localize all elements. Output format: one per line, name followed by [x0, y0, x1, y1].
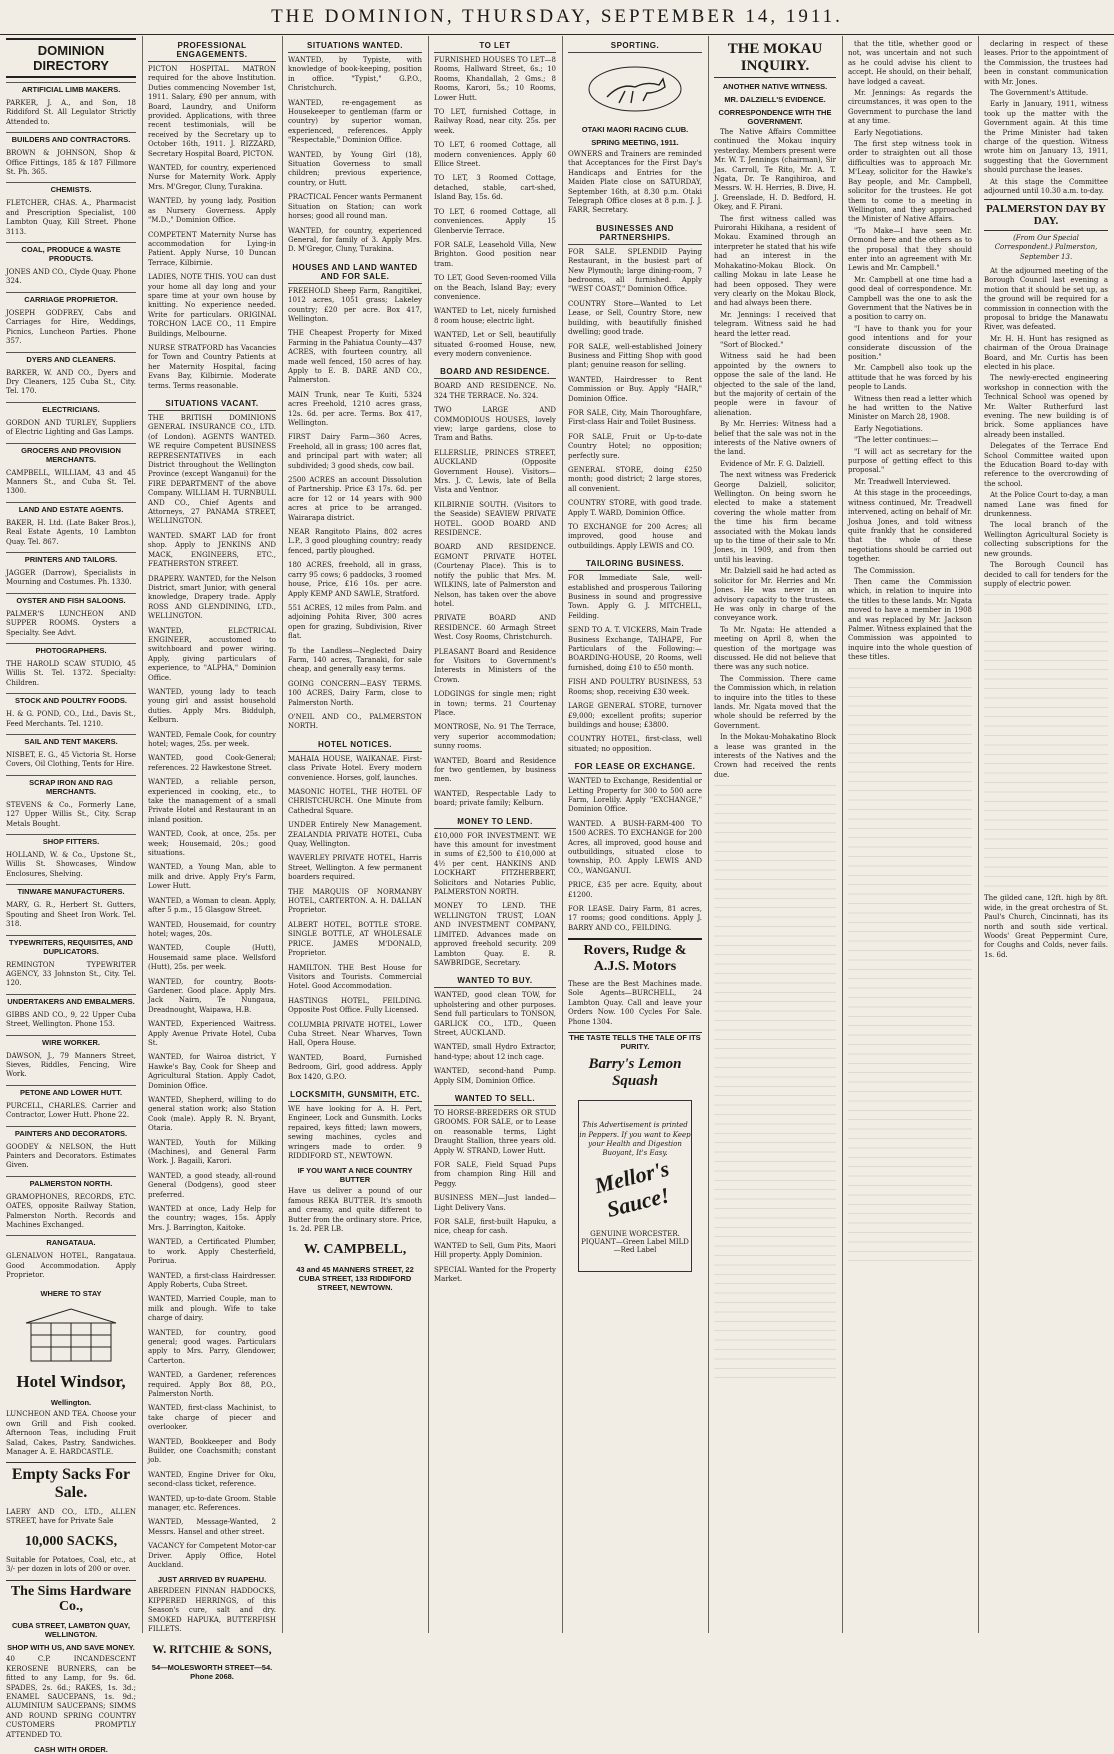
- directory-entry: BARKER, W. AND CO., Dyers and Dry Cleaners, 125 Cuba St., City. Tel. 170.: [6, 368, 136, 396]
- sacks-count: 10,000 SACKS,: [24, 1534, 118, 1550]
- where-to-stay-heading: WHERE TO STAY: [40, 1288, 102, 1298]
- article-subhead-2: MR. DALZIELL'S EVIDENCE.: [724, 95, 826, 104]
- classified-ad: FOR SALE, Field Squad Pups from champion Ring Hill and Peggy.: [434, 1161, 556, 1188]
- classified-ad: THE MARQUIS OF NORMANBY HOTEL, CARTERTON. A. H. DALLAN Proprietor.: [288, 887, 422, 915]
- directory-category: TYPEWRITERS, REQUISITES, AND DUPLICATORS.: [6, 935, 136, 958]
- directory-category: PETONE AND LOWER HUTT.: [6, 1085, 136, 1099]
- classified-ad: WANTED. SMART LAD for front shop. Apply to JENKINS AND MACK, ENGINEERS, ETC., FEATHERSTON STREET.: [148, 531, 276, 569]
- classified-ad: TO LET, 6 roomed Cottage, all modern conveniences. Apply 60 Ellice Street.: [434, 141, 556, 169]
- empty-sacks-title: Empty Sacks For Sale.: [6, 1462, 136, 1504]
- article-text-continuation: [714, 782, 836, 1382]
- wanted-to-buy-heading: WANTED TO BUY.: [434, 973, 556, 988]
- wanted-to-sell-ads: [434, 1109, 556, 1285]
- classified-ad: FOR SALE, Fruit or Up-to-date Country Hotel; no opposition; perfectly sure.: [568, 432, 702, 460]
- taste-slogan: THE TASTE TELLS THE TALE OF ITS PURITY.: [569, 1033, 701, 1052]
- directory-category: CHEMISTS.: [6, 182, 136, 196]
- classified-ad: WANTED, Message-Wanted, 2 Messrs. Hansel and other street.: [148, 1518, 276, 1536]
- classified-ad: 551 ACRES, 12 miles from Palm. and adjoining Pohita River, 300 acres open for grazing, Subdivision, River flat.: [288, 603, 422, 641]
- wanted-to-sell-heading: WANTED TO SELL.: [434, 1091, 556, 1106]
- article-subhead-3: CORRESPONDENCE WITH THE GOVERNMENT.: [718, 108, 832, 126]
- classified-ad: WAVERLEY PRIVATE HOTEL, Harris Street, Wellington. A few permanent boarders required.: [288, 854, 422, 882]
- classified-ad: SPECIAL Wanted for the Property Market.: [434, 1265, 556, 1284]
- classified-ad: GENERAL STORE, doing £250 month; good district; 2 large stores, all convenient.: [568, 465, 702, 493]
- butter-ad-text: Have us deliver a pound of our famous REKA BUTTER. It's smooth and creamy, and quite different to Butter from the ordinary store. Price, 1s. 2d. PER LB.: [288, 1187, 422, 1234]
- directory-category: ELECTRICIANS.: [6, 402, 136, 416]
- hotel-windsor-title: Hotel Windsor,: [16, 1371, 126, 1391]
- directory-category: WIRE WORKER.: [6, 1035, 136, 1049]
- article-paragraph: "The letter continues:—: [854, 436, 939, 445]
- article-paragraph: The Borough Council has decided to call for tenders for the supply of electric power.: [984, 561, 1108, 588]
- article-paragraph: "To Make—I have seen Mr. Ormond here and the others as to the proposal that they should enter into an agreement with Mr. Lewis and Mr. Campbell.": [848, 226, 972, 273]
- fish-ad-heading: JUST ARRIVED BY RUAPEHU.: [157, 1575, 267, 1585]
- classified-ad: UNDER Entirely New Management. ZEALANDIA PRIVATE HOTEL, Cuba Quay, Wellington.: [288, 821, 422, 849]
- sims-slogan: SHOP WITH US, AND SAVE MONEY.: [7, 1643, 135, 1653]
- article-paragraph: The Commission. There came the Commission which, in relation to inquire into the titles to these lands. Mr. Ngata moved that the whole should be referred by the Government.: [714, 674, 836, 730]
- article-paragraph: declaring in respect of these leases. Prior to the appointment of the Commission, the trustees had been in constant communication with Mr. Jones.: [984, 40, 1108, 86]
- classified-ad: PRICE, £35 per acre. Equity, about £1200.: [568, 881, 702, 899]
- classified-ad: TO EXCHANGE for 200 Acres; all improved, good house and outbuildings. Apply LEWIS and CO.: [568, 523, 702, 550]
- article-headline: THE MOKAU INQUIRY.: [714, 38, 836, 78]
- houses-land-ads: [288, 287, 422, 732]
- classified-ad: ELLERSLIE, PRINCES STREET, AUCKLAND (Opposite Government House). Visitors—Mrs. J. C. Lewis, late of Bella Vista and Ventnor.: [434, 448, 556, 495]
- windsor-hotel-illustration: [6, 1304, 136, 1364]
- article-paragraph: The Government's Attitude.: [990, 89, 1089, 98]
- directory-entry: JAGGER (Darrow), Specialists in Mourning and Costumes. Ph. 1330.: [6, 568, 136, 587]
- classified-ad: BOARD AND RESIDENCE. No. 324 THE TERRACE. No. 324.: [434, 382, 556, 400]
- sporting-ads: [568, 150, 702, 216]
- board-residence-heading: BOARD AND RESIDENCE.: [434, 364, 556, 379]
- classified-ad: MAHAIA HOUSE, WAIKANAE. First-class Private Hotel. Every modern convenience. Horses, golf, launches.: [288, 754, 422, 782]
- directory-category: SCRAP IRON AND RAG MERCHANTS.: [6, 775, 136, 798]
- classified-ad: WANTED, Experienced Waitress. Apply Avenue Private Hotel, Cuba St.: [148, 1020, 276, 1047]
- classified-ad: WANTED, Respectable Lady to board; private family; Kelburn.: [434, 789, 556, 808]
- directory-category: PALMERSTON NORTH.: [6, 1176, 136, 1190]
- article-body: [714, 128, 836, 780]
- classified-ad: WANTED, ELECTRICAL ENGINEER, accustomed to switchboard and power wiring. Apply, giving particulars of experience, to "ALPHA," Dominion Office.: [148, 626, 276, 682]
- lease-exchange-ads: [568, 777, 702, 933]
- professional-engagements-heading: PROFESSIONAL ENGAGEMENTS.: [148, 38, 276, 62]
- classified-ad: FIRST Dairy Farm—360 Acres, Freehold, all in grass; 100 acres flat, and principal part with water; all subdivided; 3 good sheds, cow bail.: [288, 433, 422, 470]
- article-paragraph: Mr. Campbell at one time had a good deal of correspondence. Mr. Campbell was the one to ask the Government that the Natives be in a position to carry on.: [848, 275, 972, 322]
- classified-ad: WANTED, Board and Residence for two gentlemen, by business men.: [434, 756, 556, 784]
- classified-ad: WANTED, for country, experienced Nurse for Maternity Work. Apply Mrs. M'Gregor, Cluny, Turakina.: [148, 164, 276, 191]
- hotel-windsor-text: LUNCHEON AND TEA. Choose your own Grill and Fish cooked. Afternoon Teas, including Fruit Salad, Cakes, Pastry, Sandwiches. Manager A. E. HARDCASTLE.: [6, 1410, 136, 1456]
- directory-entry: MARY, G. R., Herbert St. Gutters, Spouting and Sheet Iron Work. Tel. 318.: [6, 901, 136, 929]
- directory-entry: DAWSON, J., 79 Manners Street, Sieves, Riddles, Fencing, Wire Work.: [6, 1051, 136, 1079]
- classified-ad: WANTED, Housemaid, for country hotel; wages, 20s.: [148, 920, 276, 938]
- article-paragraph: The first step witness took in order to straighten out all those difficulties was to approach Mr. M'Leay, solicitor for the Hawke's Bay people, and Mr. Campbell, solicitor for the trustees. He got them to come to a meeting in Wellington, and they approached the Minister of Native Affairs.: [848, 140, 972, 224]
- directory-entry: JOSEPH GODFREY, Cabs and Carriages for Hire, Weddings, Picnics, Luncheon Parties. Phone 357.: [6, 308, 136, 346]
- businesses-heading: BUSINESSES AND PARTNERSHIPS.: [568, 221, 702, 245]
- palmerston-body: [984, 267, 1108, 589]
- classified-ad: WANTED, a Certificated Plumber, to work. Apply Chesterfield, Porirua.: [148, 1238, 276, 1266]
- fish-ad-address: 54—MOLESWORTH STREET—54. Phone 2068.: [151, 1662, 273, 1681]
- classified-ad: COUNTRY Store—Wanted to Let Lease, or Sell, Country Store, new building, with beautifully finished dwelling; good trade.: [568, 299, 702, 337]
- palmerston-heading: PALMERSTON DAY BY DAY.: [984, 199, 1108, 231]
- classified-ad: BUSINESS MEN—Just landed—Light Delivery Vans.: [434, 1194, 556, 1212]
- article-paragraph: Mr. H. H. Hunt has resigned as chairman of the Oroua Drainage Board, and Mr. Curtis has been elected in his place.: [984, 334, 1108, 371]
- to-let-ads: [434, 56, 556, 359]
- classified-ad: TO LET, furnished Cottage, in Railway Road, near city. 25s. per week.: [434, 108, 556, 135]
- article-paragraph: "I will act as secretary for the purpose of getting effect to this proposal.": [848, 447, 972, 475]
- directory-category: SAIL AND TENT MAKERS.: [6, 734, 136, 748]
- column-mokau-inquiry: [708, 38, 842, 1631]
- directory-entry: HOLLAND, W. & Co., Upstone St., Willis St. Showcases, Window Enclosures, Shelving.: [6, 851, 136, 878]
- classified-ad: COMPETENT Maternity Nurse has accommodation for Lying-in Patient. Apply Nurse, 10 Duncan Terrace, Kilbirnie.: [148, 230, 276, 267]
- hotel-notices-heading: HOTEL NOTICES.: [288, 737, 422, 752]
- directory-category: SHOP FITTERS.: [6, 834, 136, 848]
- classified-ad: THE Cheapest Property for Mixed Farming in the Pahiatua County—437 ACRES, with fourteen country, all made well fenced, 150 acres of hay. Apply to E. B. DARE AND CO., Palmerston.: [288, 329, 422, 385]
- classified-ad: LARGE GENERAL STORE, turnover £9,000; excellent profits; superior buildings and house; £3800.: [568, 702, 702, 729]
- racehorse-icon: [585, 63, 685, 115]
- houses-land-heading: HOUSES AND LAND WANTED AND FOR SALE.: [288, 260, 422, 284]
- empty-sacks-text: LAERY AND CO., LTD., ALLEN STREET, have for Private Sale: [6, 1507, 136, 1525]
- article-paragraph: Witness then read a letter which he had written to the Native Minister on March 28, 1908.: [848, 394, 972, 422]
- situations-wanted-ads: [288, 56, 422, 255]
- classified-ad: SEND TO A. T. VICKERS, Main Trade Business Exchange, TAIHAPE, For Particulars of the Following:— BOARDING-HOUSE, 20 Rooms, well furnished, doing £10 to £50 month.: [568, 626, 702, 672]
- classified-ad: GOING CONCERN—EASY TERMS. 100 ACRES, Dairy Farm, close to Palmerston North.: [288, 679, 422, 707]
- classified-ad: WANTED, for Wairoa district, Y Hawke's Bay, Cook for Sheep and Agricultural Station. Apply Cadot, Dominion Office.: [148, 1053, 276, 1090]
- article-paragraph: To Mr. Ngata: He attended a meeting on April 8, when the question of the mortgage was discussed. He did not believe that there was any such notice.: [714, 625, 836, 672]
- hotel-building-icon: [16, 1305, 126, 1363]
- professional-ads: [148, 65, 276, 391]
- directory-entry: FLETCHER, CHAS. A., Pharmacist and Prescription Specialist, 100 Lambton Quay, Kill Street. Phone 3113.: [6, 199, 136, 236]
- classified-ad: To the Landless—Neglected Dairy Farm, 140 acres, Taranaki, for sale cheap, and generally easy terms.: [288, 646, 422, 674]
- classified-ad: HASTINGS HOTEL, FEILDING. Opposite Post Office. Fully Licensed.: [288, 996, 422, 1015]
- masthead: [0, 0, 1114, 35]
- classified-ad: LADIES, NOTE THIS. YOU can dust your home all day long and your spare time at your own house by knitting. No experience needed. Write for particulars. ORIGINAL TORCHON LACE CO., 11 Empire Buildings, Melbourne.: [148, 273, 276, 338]
- classified-ad: MONTROSE, No. 91 The Terrace, very superior accommodation; sunny rooms.: [434, 723, 556, 751]
- classified-ad: WANTED, Let or Sell, beautifully situated 6-roomed House, new, every modern convenience.: [434, 331, 556, 358]
- motors-text: These are the Best Machines made. Sole Agents—BURCHELL, 24 Lambton Quay. Call and leave your Orders Now. 100 Cycles For Sale. Phone 1304.: [568, 980, 702, 1026]
- directory-title: DOMINION DIRECTORY: [6, 38, 136, 78]
- lease-exchange-heading: FOR LEASE OR EXCHANGE.: [568, 759, 702, 774]
- classified-ad: WANTED, Female Cook, for country hotel; wages, 25s. per week.: [148, 730, 276, 748]
- article-paragraph: Witness said he had been appointed by the owners to oppose the sale of the land. He objected to the sale of the land, but the majority of certain of the people were in favour of alienation.: [714, 352, 836, 417]
- classified-ad: HAMILTON. THE Best House for Visitors and Tourists. Commercial Hotel. Good Accommodation.: [288, 963, 422, 991]
- directory-category: GROCERS AND PROVISION MERCHANTS.: [6, 443, 136, 466]
- classified-ad: WANTED, a reliable person, experienced in cooking, etc., to take the management of a small Private Hotel and Restaurant in an inland position.: [148, 778, 276, 824]
- classified-ad: ALBERT HOTEL, BOTTLE STORE. SINGLE BOTTLE, AT WHOLESALE PRICE. JAMES M'DONALD, Proprietor.: [288, 920, 422, 958]
- classified-ad: WANTED, re-engagement as Housekeeper to gentleman (farm or country) by superior woman, experienced, references. Apply "Respectable," Dominion Office.: [288, 98, 422, 145]
- board-residence-ads: [434, 382, 556, 808]
- classified-ad: WANTED to Sell, Gum Pits, Maori Hill property. Apply Dominion.: [434, 1241, 556, 1260]
- article-body-continued: [848, 40, 972, 663]
- article-paragraph: At the adjourned meeting of the Borough Council last evening a motion that it should be set up, as the ground will be required for a commission in connection with the proposal to bridge the Manawatu River, was defeated.: [984, 266, 1108, 332]
- classified-ad: NEAR Rangitoto Plains, 802 acres L.P., 3 good ploughing country; ready fenced, partly ploughed.: [288, 528, 422, 555]
- article-paragraph: The local branch of the Wellington Agricultural Society is collecting subscriptions for the new grounds.: [984, 521, 1108, 558]
- locksmith-heading: LOCKSMITH, GUNSMITH, ETC.: [288, 1087, 422, 1102]
- article-paragraph: Early Negotiations.: [854, 128, 923, 137]
- directory-entry: GIBBS AND CO., 9, 22 Upper Cuba Street, Wellington. Phone 153.: [6, 1010, 136, 1029]
- situations-vacant-heading: SITUATIONS VACANT.: [148, 396, 276, 411]
- directory-category: BUILDERS AND CONTRACTORS.: [6, 132, 136, 146]
- classified-ad: OWNERS and Trainers are reminded that Acceptances for the First Day's Handicaps and Entries for the Maiden Plate close on SATURDAY, September 16th, at 8.30 p.m. Otaki Telegraph Office closes at 8 p.m. J. J. FARR, Secretary.: [568, 150, 702, 215]
- article-paragraph: At this stage in the proceedings, witness continued, Mr. Treadwell intervened, acting on behalf of Mr. Joshua Jones, and told witness quite frankly that he considered that the whole of these negotiations should be carried out together.: [848, 489, 972, 564]
- article-paragraph: The next witness was Frederick George Dalziell, solicitor, Wellington. On being sworn he elected to make a statement covering the whole matter from the time his firm became associated with the Mokau lands up to the time of their sale to Mr. Jones, in 1909, and from then until his leaving.: [714, 471, 836, 564]
- article-paragraph: Evidence of Mr. F. G. Dalziell.: [720, 459, 825, 468]
- classified-ad: COUNTRY HOTEL, first-class, well situated; no opposition.: [568, 735, 702, 753]
- column-to-let: [428, 38, 562, 1631]
- classified-ad: WANTED, a Woman to clean. Apply, after 5 p.m., 15 Glasgow Street.: [148, 896, 276, 915]
- article-paragraph: Mr. Treadwell Interviewed.: [854, 477, 951, 486]
- classified-ad: MONEY TO LEND. THE WELLINGTON TRUST, LOAN AND INVESTMENT COMPANY, LIMITED. Advances made on approved freehold security. 209 Lambton Quay. E. R. SAWBRIDGE, Secretary.: [434, 902, 556, 967]
- masthead-title: THE DOMINION, THURSDAY, SEPTEMBER 14, 1911.: [271, 6, 843, 27]
- classified-ad: TO HORSE-BREEDERS OR STUD GROOMS. FOR SALE, or to Lease on reasonable terms, Light Draught Stallion, three years old. Apply W. STRAND, Lower Hutt.: [434, 1108, 556, 1155]
- classified-ad: WANTED to Let, nicely furnished 8 room house; electric light.: [434, 307, 556, 325]
- directory-category: CARRIAGE PROPRIETOR.: [6, 292, 136, 306]
- racehorse-emblem-illustration: [568, 59, 702, 119]
- classified-ad: TO LET, 3 Roomed Cottage, detached, stable, cart-shed, Island Bay, 15s. 6d.: [434, 174, 556, 202]
- classified-ad: FOR LEASE. Dairy Farm, 81 acres, 17 rooms; good conditions. Apply J. BARRY AND CO., FEILDING.: [568, 905, 702, 932]
- directory-entry: GOODEY & NELSON, the Hutt Painters and Decorators. Estimates Given.: [6, 1142, 136, 1170]
- fish-ad-firm: W. RITCHIE & SONS,: [152, 1641, 272, 1656]
- classified-ad: WANTED, by Typiste, with knowledge of book-keeping, position in office. "Typist," G.P.O., Christchurch.: [288, 56, 422, 93]
- classified-ad: FOR SALE, well-established Joinery Business and Fitting Shop with good plant; genuine reason for selling.: [568, 342, 702, 370]
- classified-ad: WANTED, a Gardener, references required. Apply Box 88, P.O., Palmerston North.: [148, 1371, 276, 1398]
- article-paragraph: Early in January, 1911, witness took up the matter with the Government again. At this time the Prime Minister had taken charge of the question. Witness wrote him on January 13, 1911, suggesting that the Government should purchase the leases.: [984, 100, 1108, 175]
- classified-ad: WANTED, Bookkeeper and Body Builder, one Coachsmith; constant job.: [148, 1437, 276, 1465]
- classified-ad: WANTED, first-class Machinist, to take charge of piecer and overlooker.: [148, 1404, 276, 1432]
- directory-entry: PALMER'S LUNCHEON AND SUPPER ROOMS. Oysters a Specialty. See Advt.: [6, 609, 136, 637]
- classified-ad: FREEHOLD Sheep Farm, Rangitikei, 1012 acres, 1051 grass; Lakeley country; £20 per acre. Box 417, Wellington.: [288, 286, 422, 323]
- directory-entry: GORDON AND TURLEY, Suppliers of Electric Lighting and Gas Lamps.: [6, 418, 136, 437]
- classified-ad: WANTED, a Young Man, able to milk and drive. Apply Fry's Farm, Lower Hutt.: [148, 863, 276, 891]
- column-directory: [0, 38, 142, 1754]
- classified-ad: WANTED, Married Couple, man to milk and plough. Wife to take charge of dairy.: [148, 1295, 276, 1323]
- classified-ad: MAIN Trunk, near Te Kuiti, 5324 acres Freehold, 1210 acres grass, 12s. 6d. per acre. Terms. Box 417, Wellington.: [288, 390, 422, 427]
- article-paragraph: "I have to thank you for your good intentions and for your considerate discussion of the position.": [848, 324, 972, 361]
- directory-entry: GRAMOPHONES, RECORDS, ETC. OATES, opposite Railway Station, Palmerston North. Records and Machines Exchanged.: [6, 1192, 136, 1229]
- directory-category: ARTIFICIAL LIMB MAKERS.: [6, 82, 136, 96]
- article-paragraph: In the Mokau-Mohakatino Block a lease was granted in the interests of the Natives and the Crown had received the rents due.: [714, 733, 836, 779]
- tailoring-ads: [568, 574, 702, 754]
- classified-ad: 2500 ACRES an account Dissolution of Partnership. Price £3 17s. 6d. per acre for 12 or 14 years with 900 acres at price to be arranged. Wairarapa district.: [288, 476, 422, 522]
- article-conclusion: [984, 40, 1108, 197]
- classified-ad: LODGINGS for single men; right in town; terms. 21 Courtenay Place.: [434, 690, 556, 717]
- classified-ad: WANTED, small Hydro Extractor, hand-type; about 12 inch cage.: [434, 1043, 556, 1061]
- classified-ad: THE BRITISH DOMINIONS GENERAL INSURANCE CO., LTD. (of London). AGENTS WANTED. WE require Competent BUSINESS REPRESENTATIVES in each District throughout the Wellington Province (except Wanganui) for the FIRE DEPARTMENT of the above Company. WILLIAM H. TURNBULL AND CO., Chief Agents and Attorneys, 27 PANAMA STREET, WELLINGTON.: [148, 414, 276, 526]
- classified-ad: WANTED, Youth for Milking (Machines), and General Farm Work. J. Bagaili, Karori.: [148, 1138, 276, 1166]
- column-palmerston: [978, 38, 1114, 1631]
- classified-ad: TO LET, Good Seven-roomed Villa on the Beach, Island Bay; every convenience.: [434, 274, 556, 301]
- article-paragraph: The Commission.: [854, 566, 916, 575]
- classified-ad: TWO LARGE AND COMMODIOUS HOUSES, lovely view; large gardens, close to Tram and Baths.: [434, 406, 556, 443]
- classified-ad: WANTED, for country, Boots-Gardener. Good place. Apply Mrs. Jack Nairn, Te Nungaua, Dreadnought, Waipawa, H.B.: [148, 977, 276, 1014]
- article-paragraph: Mr. Campbell also took up the attitude that he was forced by his people to Lands.: [848, 364, 972, 392]
- situations-wanted-heading: SITUATIONS WANTED.: [288, 38, 422, 53]
- classified-ad: MASONIC HOTEL, THE HOTEL OF CHRISTCHURCH. One Minute from Cathedral Square.: [288, 788, 422, 815]
- directory-category: UNDERTAKERS AND EMBALMERS.: [6, 994, 136, 1008]
- wanted-to-buy-ads: [434, 991, 556, 1086]
- classified-ad: WANTED, Engine Driver for Oku, second-class ticket, reference.: [148, 1470, 276, 1489]
- classified-ad: PRIVATE BOARD AND RESIDENCE. 60 Armagh Street West. Cosy Rooms, Christchurch.: [434, 614, 556, 642]
- classified-ad: WANTED at once, Lady Help for the country; wages, 15s. Apply Mrs. J. Barrington, Kaitoke.: [148, 1205, 276, 1232]
- directory-entry: PURCELL, CHARLES. Carrier and Contractor, Lower Hutt. Phone 22.: [6, 1101, 136, 1120]
- article-paragraph: The Native Affairs Committee continued the Mokau inquiry yesterday. Members present were Mr. W. T. Jennings (chairman), Sir Jas. Carroll, Te Rito, Mr. A. T. Ngata, Dr. Te Rangihiroa, and Messrs. W. H. Herries, B. Dive, H. J. Greenslade, H. D. Bedford, H. Okey, and F. Pirani.: [714, 128, 836, 212]
- classified-ad: FOR SALE, City, Main Thoroughfare, First-class Hair and Toilet Business.: [568, 408, 702, 427]
- sims-text: 40 C.P. INCANDESCENT KEROSENE BURNERS, can be fitted to any Lamp, for 9s. 6d. SPADES, 2s. 6d.; RAKES, 1s. 3d.; ENAMEL SAUCEPANS, 1s. 9d.; ALUMINIUM SAUCEPANS; SIMMS AND ROUND SPRING COUNTRY CUSTOMERS PROMPTLY ATTENDED TO.: [6, 1655, 136, 1739]
- classified-ad: WANTED, a good steady, all-round General (Dodgens), good steer preferred.: [148, 1171, 276, 1199]
- article-paragraph: Early Negotiations.: [854, 424, 923, 433]
- sims-footer: CASH WITH ORDER.: [34, 1744, 108, 1754]
- directory-category: OYSTER AND FISH SALOONS.: [6, 593, 136, 607]
- article-paragraph: The newly-erected engineering workshop in connection with the Technical School was opened by Mr. Walter Rutherfurd last evening. The new building is of brick. Some appliances have already been installed.: [984, 374, 1108, 439]
- classified-ad: FOR Immediate Sale, well-established and prosperous Tailoring Business in sound and progressive Town. Apply G. J. MITCHELL, Feilding.: [568, 574, 702, 620]
- butter-ad-heading: IF YOU WANT A NICE COUNTRY BUTTER: [297, 1166, 413, 1185]
- directory-category: LAND AND ESTATE AGENTS.: [6, 502, 136, 516]
- article-paragraph: By Mr. Herries: Witness had a belief that the sale was not in the interests of the Native owners of the land.: [714, 420, 836, 457]
- situations-vacant-ads: [148, 414, 276, 1570]
- article-paragraph: that the title, whether good or not, was uncertain and not such as he could advise his client to accept. He should, on their behalf, have lodged a caveat.: [848, 40, 972, 86]
- mellor-sub: GENUINE WORCESTER. PIQUANT—Green Label MILD—Red Label: [581, 1229, 689, 1254]
- sporting-heading: SPORTING.: [568, 38, 702, 53]
- tailoring-heading: TAILORING BUSINESS.: [568, 556, 702, 571]
- locksmith-ad: WE have looking for A. H. Pert, Engineer, Lock and Gunsmith. Locks repaired, keys fitted; lawn mowers, sewing machines, cycles and wringers made to order. 9 RIDDIFORD ST., NEWTOWN.: [288, 1104, 422, 1160]
- classified-ad: WANTED, for country, experienced General, for family of 3. Apply Mrs. D. M'Gregor, Cluny, Turakina.: [288, 226, 422, 254]
- article-paragraph: At this stage the Committee adjourned until 10.30 a.m. to-day.: [984, 177, 1108, 196]
- money-to-lend-heading: MONEY TO LEND.: [434, 814, 556, 829]
- directory-category: PHOTOGRAPHERS.: [6, 643, 136, 657]
- directory-entry: CAMPBELL, WILLIAM, 43 and 45 Manners St., and Cuba St. Tel. 1300.: [6, 468, 136, 496]
- classified-ad: WANTED, Shepherd, willing to do general station work; also Station Cook (male). Apply R. N. Bryant, Otaria.: [148, 1096, 276, 1133]
- classified-ad: FOR SALE. SPLENDID Paying Restaurant, in the busiest part of New Plymouth; large dining-room, 7 bedrooms, all furnished. Apply "WEST COAST," Dominion Office.: [568, 247, 702, 294]
- classified-ad: FOR SALE, Leasehold Villa, New Brighton. Good position near tram.: [434, 240, 556, 268]
- classified-ad: WANTED, young lady to teach young girl and assist household duties. Apply Mrs. Biddulph, Kelburn.: [148, 687, 276, 725]
- racing-club-name: OTAKI MAORI RACING CLUB.: [581, 125, 689, 134]
- fish-ad-text: ABERDEEN FINNAN HADDOCKS, KIPPERED HERRINGS, of this Season's cure, salt and dry. SMOKED HAPUKA, BUTTERFISH FILLETS.: [148, 1587, 276, 1634]
- classified-ad: PICTON HOSPITAL. MATRON required for the above Institution. Duties commencing November 1st, 1911. Salary, £90 per annum, with Board, Laundry, and Uniform provided. Applications, with three recent testimonials, will be received by the Secretary up to October 16th, 1911. J. RIZZARD, Secretary Hospital Board, PICTON.: [148, 65, 276, 158]
- directory-entry: NISBET, E. G., 45 Victoria St. Horse Covers, Oil Clothing, Tents for Hire.: [6, 751, 136, 769]
- article-paragraph: Delegates of the Terrace End School Committee waited upon the Education Board to-day with reference to the overcrowding of the school.: [984, 442, 1108, 488]
- directory-category: PAINTERS AND DECORATORS.: [6, 1126, 136, 1140]
- mellor-text: This Advertisement is printed in Peppers. If you want to Keep your Health and Digestion Buoyant, It's Easy.: [579, 1121, 691, 1158]
- classified-ad: FISH AND POULTRY BUSINESS, 53 Rooms; shop, receiving £30 week.: [568, 678, 702, 696]
- hotel-notices-ads: [288, 755, 422, 1082]
- peppermint-cure-ad: The gilded cane, 12ft. high by 8ft. wide, in the great orchestra of St. Paul's Church, Cincinnati, has its north and south side vertical. Woods' Great Peppermint Cure, for Coughs and Colds, never fails. 1s. 6d.: [984, 894, 1108, 959]
- article-paragraph: "Sort of Blocked.": [720, 340, 784, 349]
- directory-entry: BROWN & JOHNSON, Shop & Office Fittings, 185 & 187 Fillmore St. Ph. 365.: [6, 149, 136, 177]
- directory-entry: JONES AND CO., Clyde Quay. Phone 324.: [6, 268, 136, 286]
- article-paragraph: The first witness called was Puirorahi Hikihana, a resident of Mokau. Examined through an interpreter he stated that his wife had an interest in the Mohakatino-Mokau Block. On calling Mokau in late Lease he had been opposed. They were very clearly on the Mokau Block, and had always been there.: [714, 214, 836, 308]
- directory-entry: H. & G. POND, CO., Ltd., Davis St., Feed Merchants. Tel. 1210.: [6, 710, 136, 728]
- article-subhead-1: ANOTHER NATIVE WITNESS.: [722, 82, 828, 91]
- directory-entry: PARKER, J. A., and Son, 18 Riddiford St. All Legulator Strictly Attended to.: [6, 99, 136, 126]
- article-paragraph: Mr. Dalziell said he had acted as solicitor for Mr. Herries and Mr. Jones. He was never in an advisory capacity to the trustees. He was only in charge of the conveyance work.: [714, 567, 836, 623]
- article-paragraph: At the Police Court to-day, a man named Lane was fined for drunkenness.: [984, 491, 1108, 519]
- lemon-squash-title: Barry's Lemon Squash: [588, 1056, 682, 1089]
- classified-ad: COUNTRY STORE, with good trade. Apply T. WARD, Dominion Office.: [568, 499, 702, 517]
- column-situations-wanted: [282, 38, 428, 1631]
- classified-ad: WANTED, Hairdresser to Rent Commission or Buy. Apply "HAIR," Dominion Office.: [568, 375, 702, 403]
- classified-ad: DRAPERY. WANTED, for the Nelson District, smart Junior, with general knowledge, Drapery trade. Apply ROSS AND GLENDINING, LTD., WELLINGTON.: [148, 574, 276, 621]
- to-let-heading: TO LET: [434, 38, 556, 53]
- column-sporting: [562, 38, 708, 1631]
- classified-ad: WANTED, by young lady, Position as Nursery Governess. Apply "M.D.," Dominion Office.: [148, 197, 276, 225]
- directory-entry: STEVENS & Co., Formerly Lane, 127 Upper Willis St., City. Scrap Metals Bought.: [6, 800, 136, 828]
- column-professional: [142, 38, 282, 1681]
- mellor-sauce-title: Mellor's Sauce!: [591, 1155, 672, 1222]
- classified-ad: O'NEIL AND CO., PALMERSTON NORTH.: [288, 712, 422, 731]
- classified-ad: WANTED, good clean TOW, for upholstering and other purposes. Send full particulars to TONSON, GARLICK CO., LTD., Queen Street, AUCKLAND.: [434, 991, 556, 1037]
- sauce-bottle-illustration: [578, 1100, 692, 1272]
- directory-entry: REMINGTON TYPEWRITER AGENCY, 33 Johnston St., City. Tel. 120.: [6, 960, 136, 988]
- classified-ad: BOARD AND RESIDENCE. EGMONT PRIVATE HOTEL (Courtenay Place). This is to notify the public that Mrs. M. WILKINS, late of Palmerston and Nelson, has taken over the above hotel.: [434, 543, 556, 608]
- classified-ad: WANTED, Cook, at once, 25s. per week; Housemaid, 20s.; good situations.: [148, 830, 276, 858]
- article-paragraph: Mr. Jennings: As regards the circumstances, it was open to the Government to purchase the land at any time.: [848, 89, 972, 126]
- classified-ad: WANTED, second-hand Pump. Apply SIM, Dominion Office.: [434, 1067, 556, 1085]
- classified-ad: £10,000 FOR INVESTMENT. WE have this amount for investment in sums of £2,500 to £10,000 at 4½ per cent. HANKINS AND LOCKHART FITZHERBERT, Solicitors and Notaries Public, PALMERSTON NORTH.: [434, 831, 556, 897]
- classified-ad: WANTED, Board, Furnished Bedroom, Girl, good address. Apply Box 1420, G.P.O.: [288, 1053, 422, 1081]
- classified-ad: NURSE STRATFORD has Vacancies for Town and Country Patients at her Maternity Hospital, facing Evans Bay, Kilbirnie. Moderate terms. Terms reasonable.: [148, 343, 276, 390]
- classified-ad: WANTED, Couple (Hutt), Housemaid same place. Wellsford (Hutt), 25s. per week.: [148, 944, 276, 972]
- sims-address: CUBA STREET, LAMBTON QUAY, WELLINGTON.: [11, 1621, 131, 1640]
- sims-hardware-title: The Sims Hardware Co.,: [6, 1580, 136, 1618]
- campbell-address: 43 and 45 MANNERS STREET, 22 CUBA STREET, 133 RIDDIFORD STREET, NEWTOWN.: [296, 1264, 414, 1292]
- directory-entry: BAKER, H. Ltd. (Late Baker Bros.), Real Estate Agents, 10 Lambton Quay. Tel. 867.: [6, 518, 136, 546]
- classified-ad: WANTED, good Cook-General; references. 22 Hawkestone Street.: [148, 754, 276, 772]
- classified-ad: FURNISHED HOUSES TO LET—8 Rooms, Hallward Street, 6s.; 10 Rooms, Khandallah, 2 Gms.; 8 Rooms, Karori, 5s.; 10 Rooms, Lower Hutt.: [434, 56, 556, 102]
- article-text-continuation: [848, 665, 972, 1265]
- classified-ad: TO LET, 6 roomed Cottage, all conveniences. Apply 15 Glenbervie Terrace.: [434, 207, 556, 235]
- directory-category: COAL, PRODUCE & WASTE PRODUCTS.: [6, 242, 136, 265]
- classified-ad: 180 ACRES, freehold, all in grass, carry 95 cows; 6 paddocks, 3 roomed house, Price, £16 10s. per acre. Apply KEMP AND SAWLE, Stratford.: [288, 561, 422, 598]
- article-text-continuation: [984, 591, 1108, 891]
- directory-category: TINWARE MANUFACTURERS.: [6, 884, 136, 898]
- palmerston-byline: (From Our Special Correspondent.) Palmerston, September 13.: [994, 233, 1098, 261]
- sacks-price: Suitable for Potatoes, Coal, etc., at 3/- per dozen in lots of 200 or over.: [6, 1555, 136, 1574]
- directory-category: RANGATAUA.: [6, 1235, 136, 1249]
- directory-entry: THE HAROLD SCAW STUDIO, 45 Willis St. Tel. 1372. Specialty: Children.: [6, 660, 136, 687]
- classified-ad: PRACTICAL Fencer wants Permanent Situation on Station; can work horses; good all round man.: [288, 193, 422, 221]
- classified-ad: WANTED. A BUSH-FARM-400 TO 1500 ACRES. TO EXCHANGE for 200 Acres, all improved, good house and outbuildings, situated close to township, P.O. Apply LEWIS AND CO., WANGANUI.: [568, 819, 702, 875]
- spring-meeting: SPRING MEETING, 1911.: [591, 138, 679, 147]
- directory-category: DYERS AND CLEANERS.: [6, 352, 136, 366]
- directory-entry: GLENALVON HOTEL, Rangataua. Good Accommodation. Apply Proprietor.: [6, 1252, 136, 1280]
- classified-ad: WANTED, up-to-date Groom. Stable manager, etc. References.: [148, 1494, 276, 1513]
- article-paragraph: Then came the Commission which, in relation to inquire into the titles to these lands. Mr. Ngata moved to have a member in 1908 and was replaced by Mr. Jackson Palmer. Witness explained that the Commission was appointed to inquire into the whole question of these titles.: [848, 577, 972, 662]
- classified-ad: PLEASANT Board and Residence for Visitors to Government's Interests in Ministers of the Crown.: [434, 647, 556, 684]
- classified-ad: WANTED, by Young Girl (18), Situation Governess to small children; previous experience, country, or Hutt.: [288, 150, 422, 187]
- businesses-ads: [568, 248, 702, 551]
- motors-title: Rovers, Rudge & A.J.S. Motors: [568, 938, 702, 977]
- column-mokau-continued: [842, 38, 978, 1631]
- classified-ad: WANTED, a first-class Hairdresser. Apply Roberts, Cuba Street.: [148, 1271, 276, 1289]
- classified-ad: COLUMBIA PRIVATE HOTEL, Lower Cuba Street. Near Wharves, Town Hall, Opera House.: [288, 1020, 422, 1048]
- money-to-lend-ads: [434, 832, 556, 969]
- hotel-windsor-city: Wellington.: [50, 1398, 92, 1408]
- directory-category: PRINTERS AND TAILORS.: [6, 552, 136, 566]
- article-paragraph: Mr. Jennings: I received that telegram. Witness said he had heard the letter read.: [714, 310, 836, 338]
- classified-ad: WANTED to Exchange, Residential or Letting Property for 300 to 500 acre Farm, Lorelily. Apply "EXCHANGE," Dominion Office.: [568, 777, 702, 814]
- directory-category: STOCK AND POULTRY FOODS.: [6, 693, 136, 707]
- classified-ad: WANTED, for country, good general; good wages. Particulars apply to Mrs. Parry, Glendower, Carterton.: [148, 1328, 276, 1365]
- classified-ad: VACANCY for Competent Motor-car Driver. Apply Office, Hotel Auckland.: [148, 1542, 276, 1570]
- campbell-firm: W. CAMPBELL,: [303, 1242, 407, 1258]
- directory-list: [6, 82, 136, 1281]
- classified-ad: KILBIRNIE SOUTH. (Visitors to the Seaside) SEAVIEW PRIVATE HOTEL. GOOD BOARD AND RESIDENCE.: [434, 500, 556, 538]
- classified-ad: FOR SALE, first-built Hapuku, a nice, cheap for cash.: [434, 1218, 556, 1236]
